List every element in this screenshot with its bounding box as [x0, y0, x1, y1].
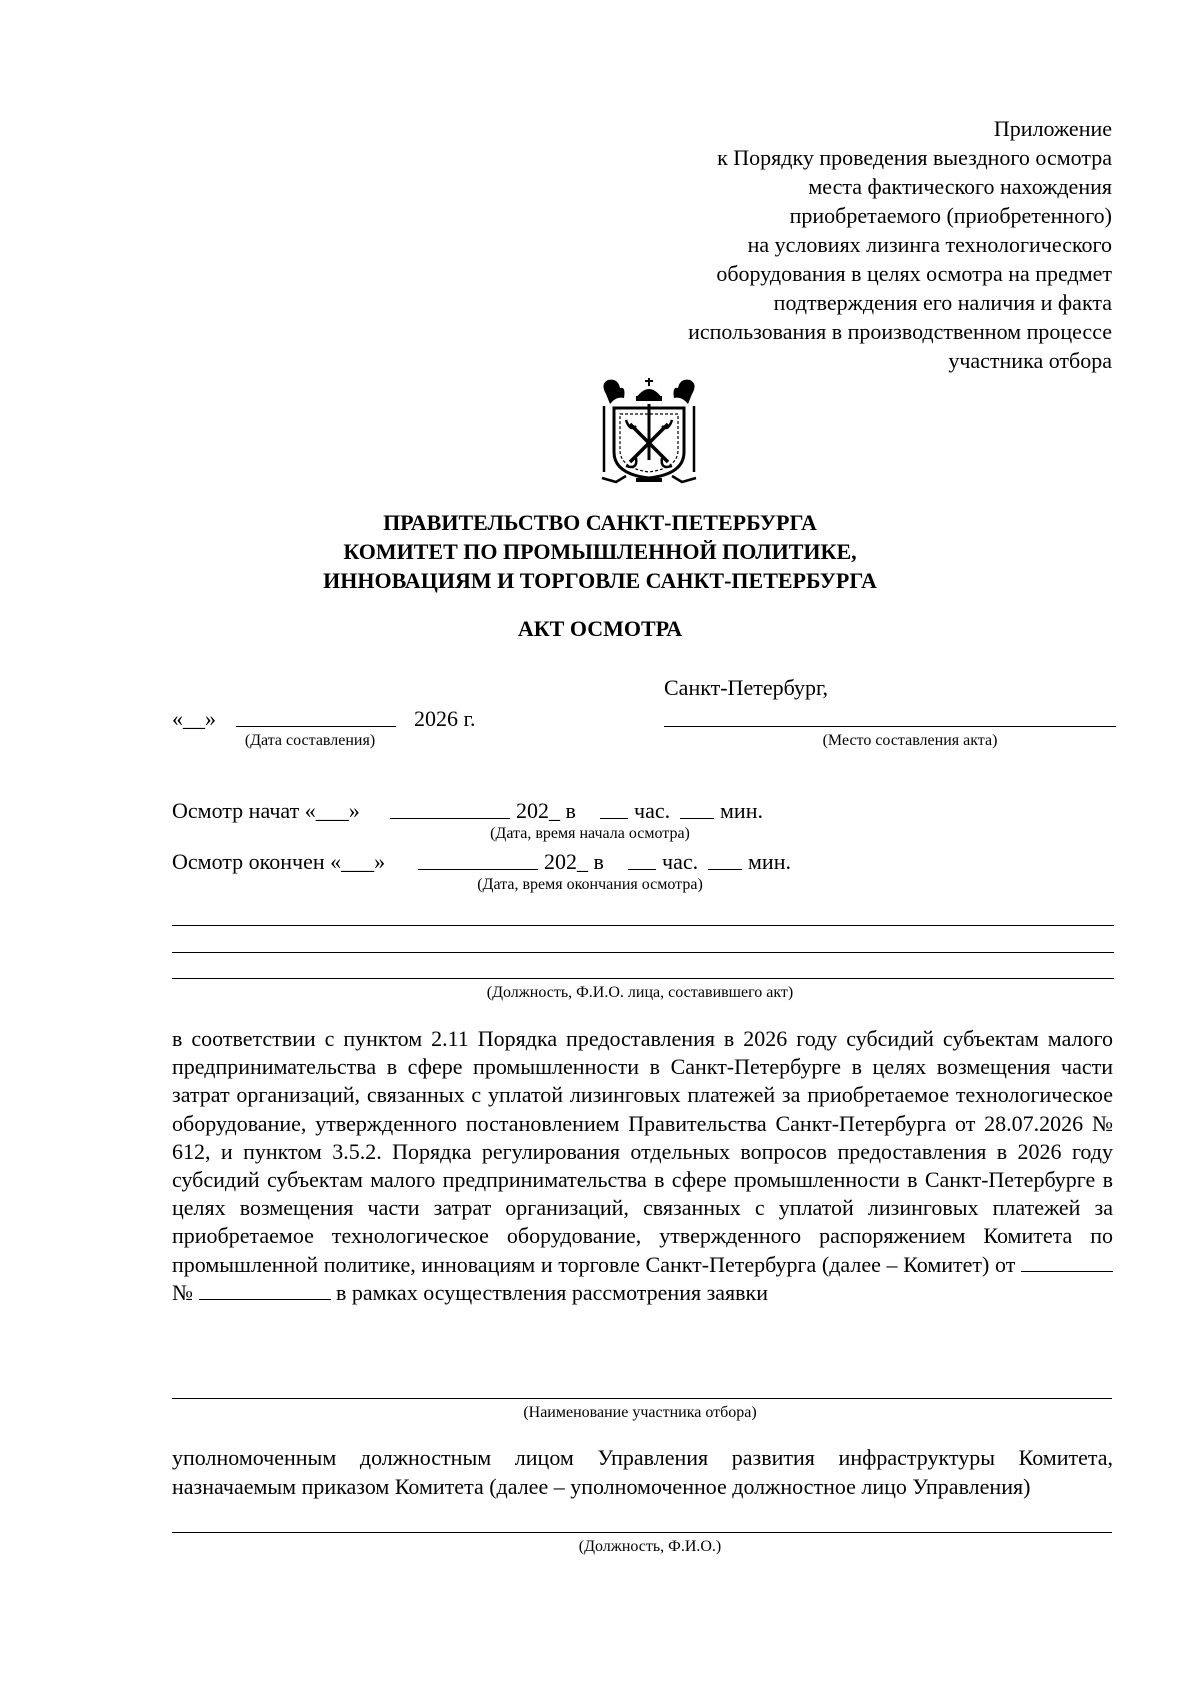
appendix-line: участника отбора [948, 348, 1112, 373]
official-line-2 [172, 952, 1114, 953]
participant-line [172, 1398, 1112, 1399]
appendix-line: к Порядку проведения выездного осмотра [717, 145, 1112, 170]
heading-line: ПРАВИТЕЛЬСТВО САНКТ-ПЕТЕРБУРГА [383, 510, 817, 535]
end-min-blank [708, 869, 742, 870]
appendix-line: на условиях лизинга технологического [747, 232, 1112, 257]
decree-number-blank [199, 1281, 331, 1300]
end-year: 202_ в [544, 849, 604, 874]
main-paragraph [172, 1025, 1113, 1307]
inspection-start-prefix: Осмотр начат «___» [172, 798, 360, 823]
second-paragraph: уполномоченным должностным лицом Управления развития инфраструктуры Комитета, назначаемым приказом Комитета (далее – уполномоченное должностное лицо Управления) [172, 1445, 1113, 1499]
start-hour-label: час. [634, 798, 671, 823]
start-caption: (Дата, время начала осмотра) [490, 825, 690, 842]
end-date-blank [418, 869, 538, 870]
inspection-end-prefix: Осмотр окончен «___» [172, 849, 386, 874]
end-hour-label: час. [662, 849, 699, 874]
start-min-blank [680, 818, 714, 819]
appendix-line: подтверждения его наличия и факта [773, 290, 1112, 315]
official-caption: (Должность, Ф.И.О. лица, составившего акт) [486, 984, 794, 1001]
appendix-line: места фактического нахождения [808, 174, 1112, 199]
place-caption: (Место составления акта) [822, 732, 998, 749]
place-value: Санкт-Петербург, [664, 675, 828, 700]
start-date-blank [390, 818, 510, 819]
heading-line: ИННОВАЦИЯМ И ТОРГОВЛЕ САНКТ-ПЕТЕРБУРГА [323, 568, 877, 593]
date-blank-line [236, 726, 396, 727]
start-min-label: мин. [720, 798, 763, 823]
end-hour-blank [628, 869, 656, 870]
position-caption: (Должность, Ф.И.О.) [578, 1538, 722, 1555]
official-line-3 [172, 978, 1114, 979]
spb-coat-of-arms-icon [596, 374, 702, 486]
start-year: 202_ в [516, 798, 576, 823]
appendix-line: Приложение [993, 116, 1112, 141]
end-caption: (Дата, время окончания осмотра) [477, 876, 703, 893]
main-paragraph-tail: в рамках осуществления рассмотрения заявки [336, 1279, 769, 1305]
place-blank-line [664, 726, 1116, 727]
date-caption: (Дата составления) [244, 732, 376, 749]
start-hour-blank [600, 818, 628, 819]
appendix-line: использования в производственном процессе [688, 319, 1112, 344]
heading-line: КОМИТЕТ ПО ПРОМЫШЛЕННОЙ ПОЛИТИКЕ, [343, 539, 857, 564]
date-open-quote: «__» [172, 706, 216, 731]
position-line [172, 1532, 1112, 1533]
act-title: АКТ ОСМОТРА [517, 616, 683, 641]
decree-date-blank [1021, 1253, 1113, 1272]
official-line-1 [172, 925, 1114, 926]
appendix-line: приобретаемого (приобретенного) [789, 203, 1112, 228]
appendix-block [688, 114, 1112, 375]
government-heading [0, 508, 1200, 595]
number-sign: № [172, 1279, 193, 1305]
main-paragraph-text: в соответствии с пунктом 2.11 Порядка предоставления в 2026 году субсидий субъектам малого предпринимательства в сфере промышленности в Санкт-Петербурге в целях возмещения части затрат организаций, связанных с уплатой лизинговых платежей за приобретаемое технологическое оборудование, утвержденного постановлением Правительства Санкт-Петербурга от 28.07.2026 № 612, и пунктом 3.5.2. Порядка регулирования отдельных вопросов предоставления в 2026 году субсидий субъектам малого предпринимательства в сфере промышленности в Санкт-Петербурге в целях возмещения части затрат организаций, связанных с уплатой лизинговых платежей за приобретаемое технологическое оборудование, утвержденного распоряжением Комитета по промышленной политике, инновациям и торговле Санкт-Петербурга (далее – Комитет) от [172, 1026, 1113, 1277]
date-year: 2026 г. [414, 706, 476, 731]
participant-caption: (Наименование участника отбора) [523, 1404, 757, 1421]
appendix-line: оборудования в целях осмотра на предмет [716, 261, 1112, 286]
end-min-label: мин. [748, 849, 791, 874]
